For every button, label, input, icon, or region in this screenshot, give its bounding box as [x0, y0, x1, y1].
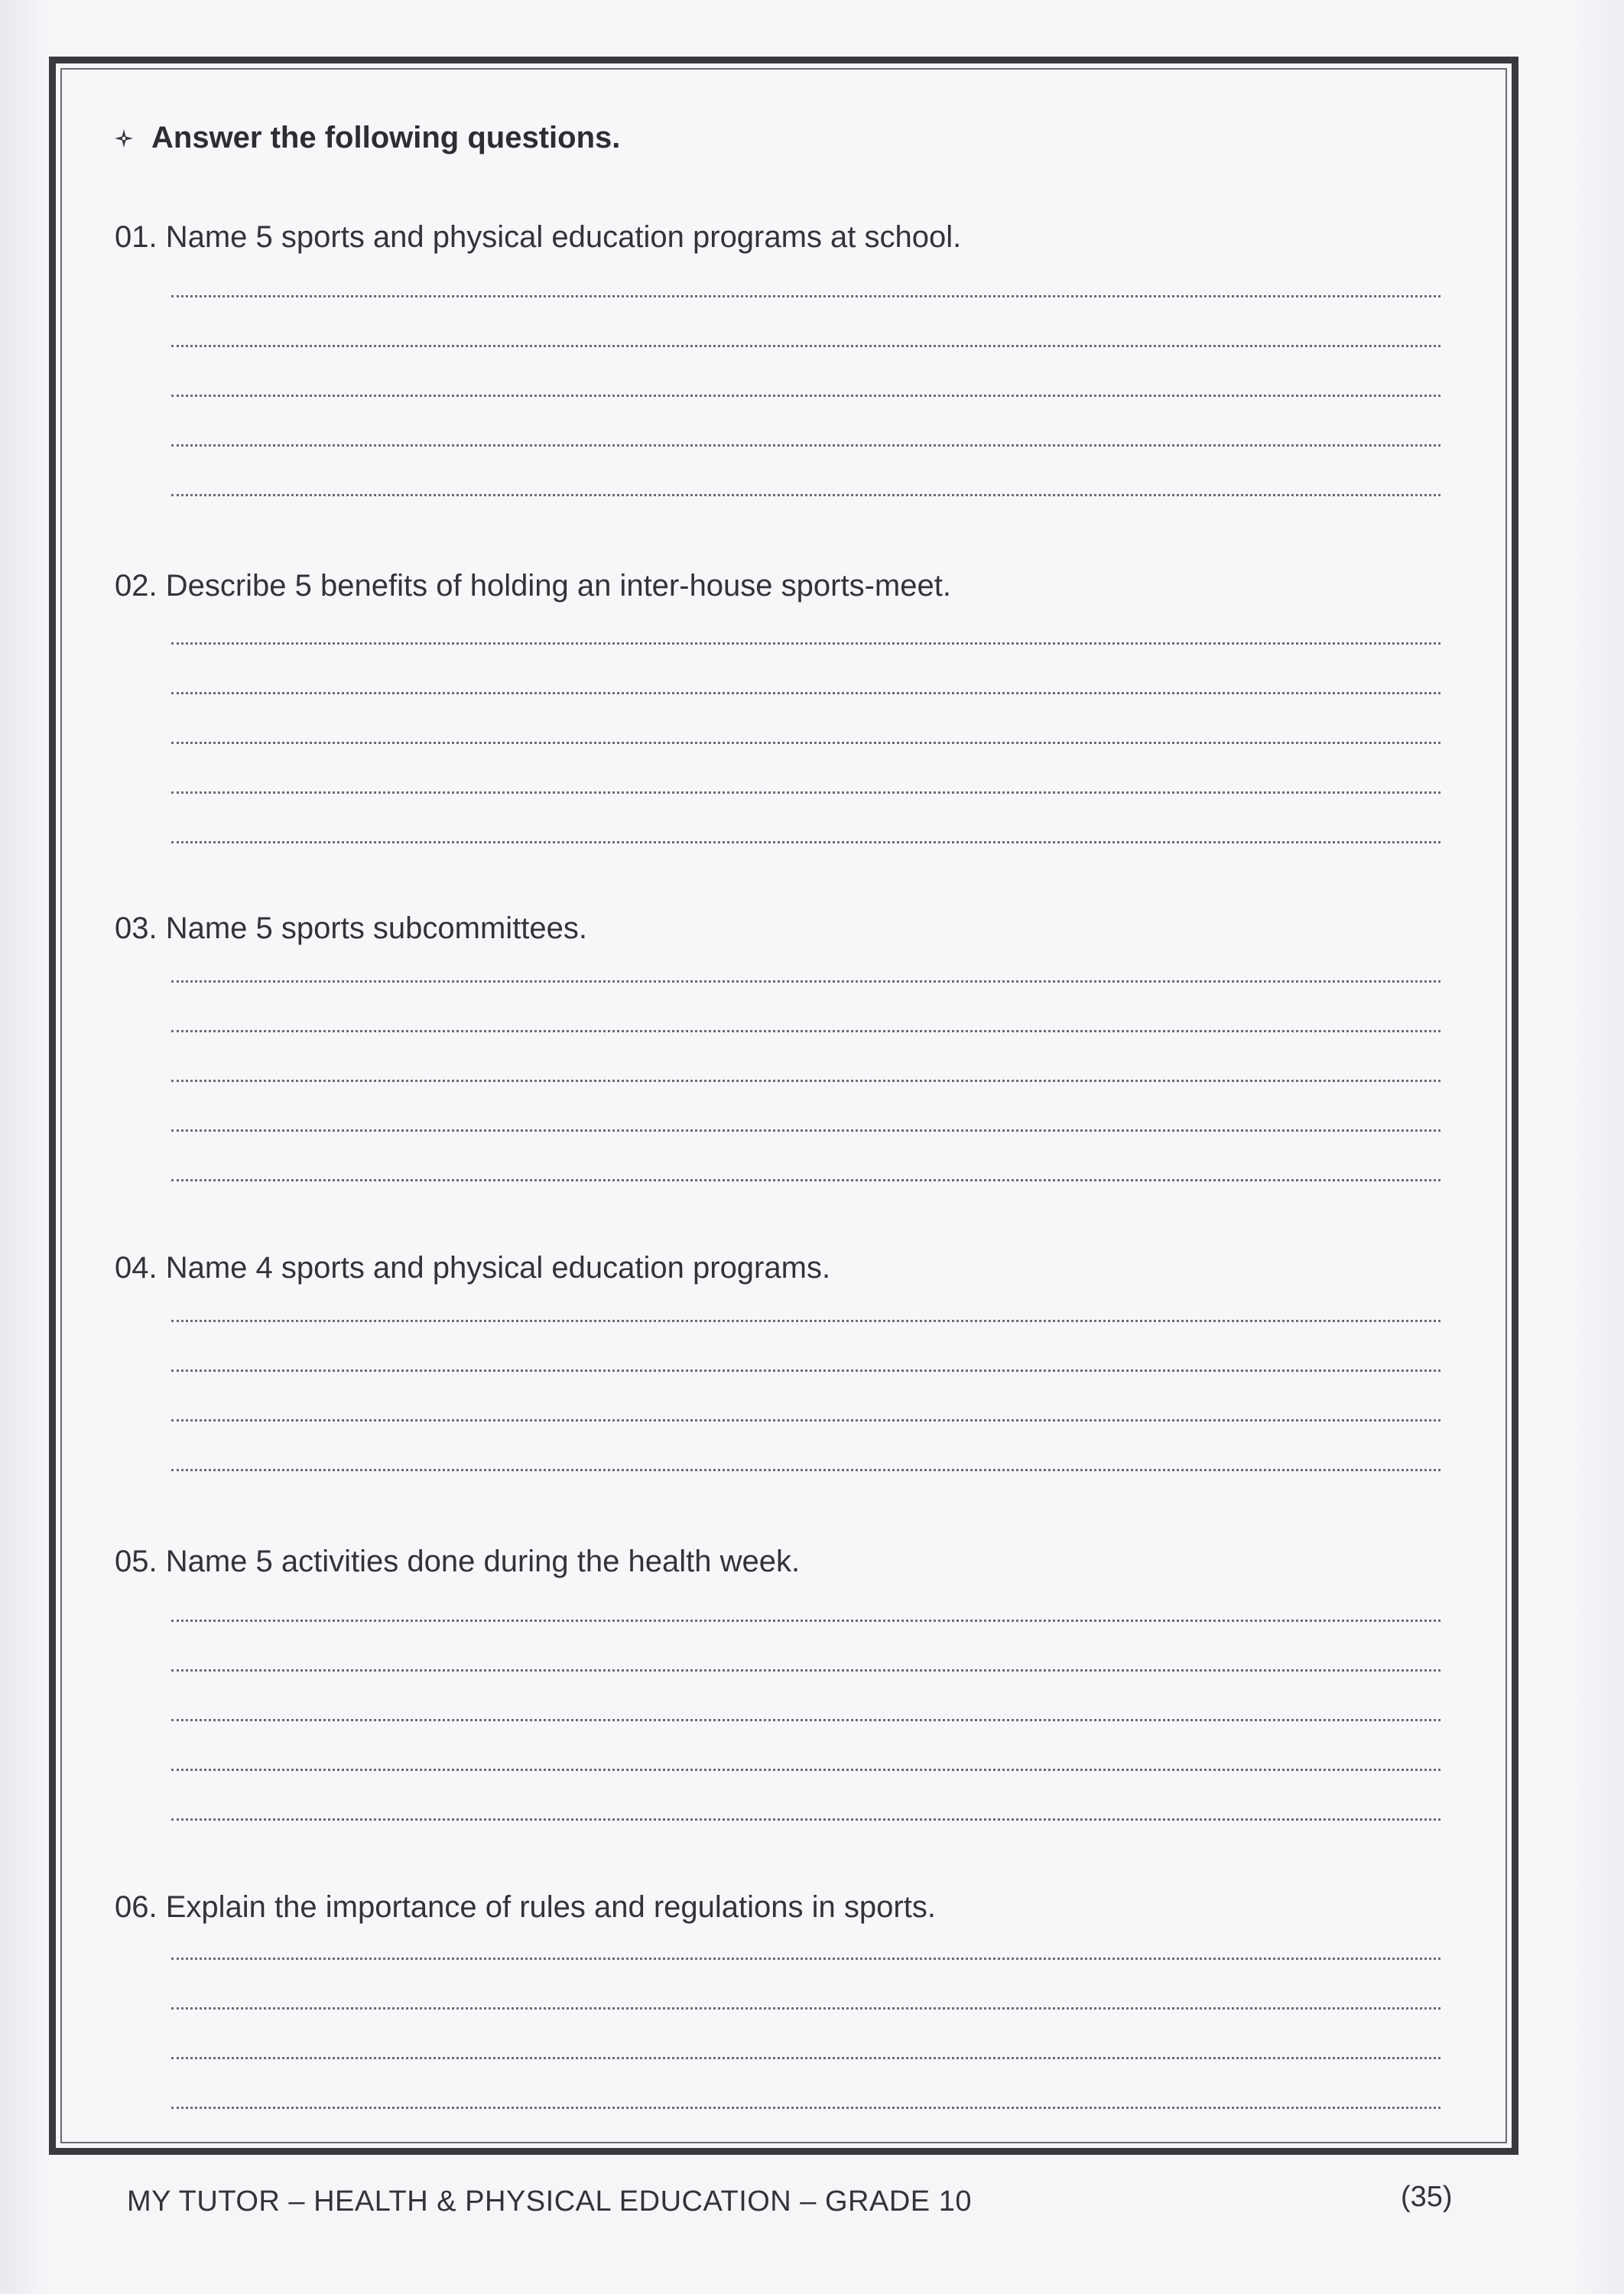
instruction-heading	[115, 121, 620, 155]
question-4	[115, 1249, 1453, 1471]
answer-line[interactable]	[171, 1129, 1440, 1132]
question-4-text: 04. Name 4 sports and physical education programs.	[115, 1251, 831, 1285]
answer-line[interactable]	[171, 2007, 1440, 2010]
answer-line[interactable]	[171, 1370, 1440, 1372]
question-1-text: 01. Name 5 sports and physical education programs at school.	[115, 220, 962, 254]
answer-line[interactable]	[171, 1419, 1440, 1422]
answer-line[interactable]	[171, 1320, 1440, 1322]
answer-line[interactable]	[171, 1958, 1440, 1960]
answer-line[interactable]	[171, 295, 1440, 297]
answer-line[interactable]	[171, 1469, 1440, 1471]
answer-line[interactable]	[171, 2107, 1440, 2109]
answer-line[interactable]	[171, 980, 1440, 983]
answer-line[interactable]	[171, 791, 1440, 794]
question-1	[115, 219, 1453, 496]
answer-line[interactable]	[171, 444, 1440, 447]
four-point-star-icon	[115, 129, 133, 148]
answer-line[interactable]	[171, 1818, 1440, 1821]
question-6	[115, 1889, 1453, 2109]
question-6-text: 06. Explain the importance of rules and regulations in sports.	[115, 1890, 936, 1924]
question-3-text: 03. Name 5 sports subcommittees.	[115, 911, 588, 945]
answer-line[interactable]	[171, 692, 1440, 694]
answer-line[interactable]	[171, 1080, 1440, 1082]
question-5	[115, 1543, 1453, 1821]
answer-line[interactable]	[171, 1769, 1440, 1771]
answer-line[interactable]	[171, 1179, 1440, 1181]
answer-line[interactable]	[171, 1030, 1440, 1032]
answer-line[interactable]	[171, 1620, 1440, 1622]
footer-title: MY TUTOR – HEALTH & PHYSICAL EDUCATION – GRADE 10	[127, 2185, 972, 2218]
instruction-text: Answer the following questions.	[151, 121, 621, 154]
question-3	[115, 910, 1453, 1181]
answer-line[interactable]	[171, 1719, 1440, 1721]
answer-line[interactable]	[171, 494, 1440, 496]
answer-line[interactable]	[171, 345, 1440, 347]
page-number: (35)	[1401, 2181, 1453, 2213]
question-5-text: 05. Name 5 activities done during the health week.	[115, 1545, 801, 1578]
question-2-text: 02. Describe 5 benefits of holding an inter-house sports-meet.	[115, 569, 951, 603]
answer-line[interactable]	[171, 2057, 1440, 2059]
answer-line[interactable]	[171, 1669, 1440, 1672]
question-2	[115, 567, 1453, 843]
answer-line[interactable]	[171, 395, 1440, 397]
answer-line[interactable]	[171, 841, 1440, 843]
answer-line[interactable]	[171, 742, 1440, 744]
answer-line[interactable]	[171, 642, 1440, 645]
